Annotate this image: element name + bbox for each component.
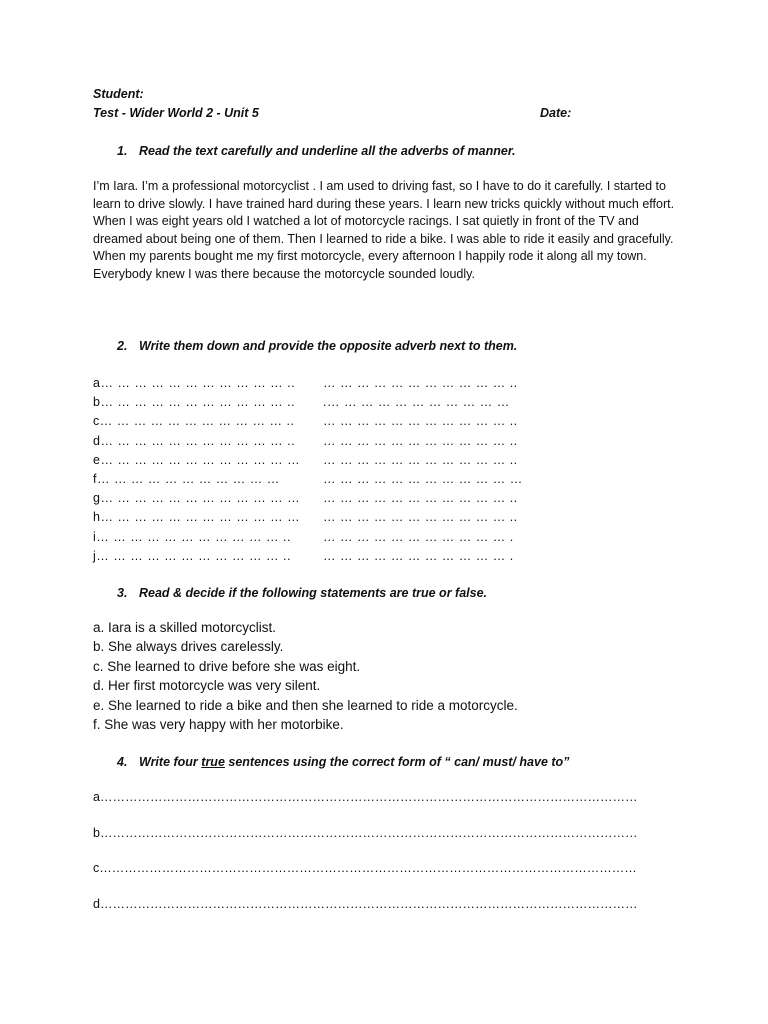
question-1-text: Read the text carefully and underline all the adverbs of manner. [139,144,516,158]
statement-item: a. Iara is a skilled motorcyclist. [93,620,277,635]
reading-paragraph-3: When my parents bought me my first motorcycle, every afternoon I happily rode it along all my town. Everybody knew I was there because the motorcycle sounded loudly. [93,249,647,281]
question-1-number: 1. [117,144,128,158]
opposite-adverb-blank[interactable]: … … … … … … … … … … … .. [323,433,518,448]
adverb-blank[interactable]: c… … … … … … … … … … … .. [93,414,295,429]
student-label: Student: [93,87,144,101]
question-2-number: 2. [117,339,128,353]
adverb-pair-row [93,414,518,433]
adverb-pair-row [93,376,518,395]
question-3-number: 3. [117,586,128,600]
opposite-adverb-blank[interactable]: … … … … … … … … … … … . [323,529,514,544]
adverb-pair-row [93,529,514,549]
adverb-blank[interactable]: f… … … … … … … … … … … [93,471,280,486]
adverb-blank[interactable]: j… … … … … … … … … … … .. [93,548,291,563]
adverb-blank[interactable]: i… … … … … … … … … … … .. [93,529,291,544]
question-1 [117,144,516,158]
sentence-blank-line[interactable]: b………………………………………………………………………………………………………………… [93,825,638,840]
adverb-pair-row [93,510,518,529]
adverb-pair-row [93,471,523,491]
question-3 [117,586,487,600]
opposite-adverb-blank[interactable]: … … … … … … … … … … … . [323,548,514,563]
adverb-blank[interactable]: b… … … … … … … … … … … .. [93,395,296,410]
reading-paragraph-2: When I was eight years old I watched a lot of motorcycle racings. I sat quietly in front of the TV and dreamed about being one of them. Then I learned to ride a bike. I was able to ride it easily and gracefully. [93,214,674,246]
sentence-lines [93,790,637,932]
opposite-adverb-blank[interactable]: .… … … … … … … … … … … [323,395,510,410]
adverb-blank[interactable]: g… … … … … … … … … … … … [93,491,301,506]
true-false-list [93,620,518,736]
opposite-adverb-blank[interactable]: … … … … … … … … … … … .. [323,414,518,429]
question-2 [117,339,517,353]
opposite-adverb-blank[interactable]: … … … … … … … … … … … … [323,471,523,486]
question-3-text: Read & decide if the following statements are true or false. [139,586,487,600]
adverb-blank[interactable]: e… … … … … … … … … … … … [93,452,301,467]
adverb-pair-row [93,548,514,568]
sentence-blank-line[interactable]: c………………………………………………………………………………………………………………… [93,861,637,875]
test-title: Test - Wider World 2 - Unit 5 [93,106,259,120]
adverb-pair-row [93,433,518,453]
adverb-pair-row [93,452,518,472]
question-2-text: Write them down and provide the opposite adverb next to them. [139,339,518,353]
reading-paragraph-1: I’m Iara. I’m a professional motorcyclist . I am used to driving fast, so I have to do it carefully. I started to learn to drive slowly. I have trained hard during these years. I learn new tricks quickly without much effort. [93,179,675,211]
adverb-blank[interactable]: a… … … … … … … … … … … .. [93,376,296,390]
opposite-adverb-blank[interactable]: … … … … … … … … … … … .. [323,452,518,467]
question-4-number: 4. [117,755,128,769]
opposite-adverb-blank[interactable]: … … … … … … … … … … … .. [323,491,518,506]
statement-item: b. She always drives carelessly. [93,639,284,655]
question-4 [117,755,569,769]
adverb-pair-row [93,491,518,510]
reading-text [93,178,683,283]
opposite-adverb-blank[interactable]: … … … … … … … … … … … .. [323,376,518,390]
adverb-blank[interactable]: h… … … … … … … … … … … … [93,510,301,525]
adverb-blank[interactable]: d… … … … … … … … … … … .. [93,433,296,448]
opposite-adverb-blank[interactable]: … … … … … … … … … … … .. [323,510,518,525]
adverb-pairs-list [93,376,523,568]
question-4-text-before: Write four [139,755,202,769]
statement-item: f. She was very happy with her motorbike. [93,716,344,732]
question-4-underlined-word: true [201,755,225,769]
sentence-blank-line[interactable]: d………………………………………………………………………………………………………………… [93,896,638,911]
statement-item: d. Her first motorcycle was very silent. [93,678,321,694]
statement-item: c. She learned to drive before she was eight. [93,658,361,674]
adverb-pair-row [93,395,510,414]
sentence-blank-line[interactable]: a………………………………………………………………………………………………………………… [93,790,638,804]
statement-item: e. She learned to ride a bike and then she learned to ride a motorcycle. [93,697,518,713]
question-4-text-after: sentences using the correct form of “ can/ must/ have to” [224,755,570,769]
date-label: Date: [540,106,572,120]
